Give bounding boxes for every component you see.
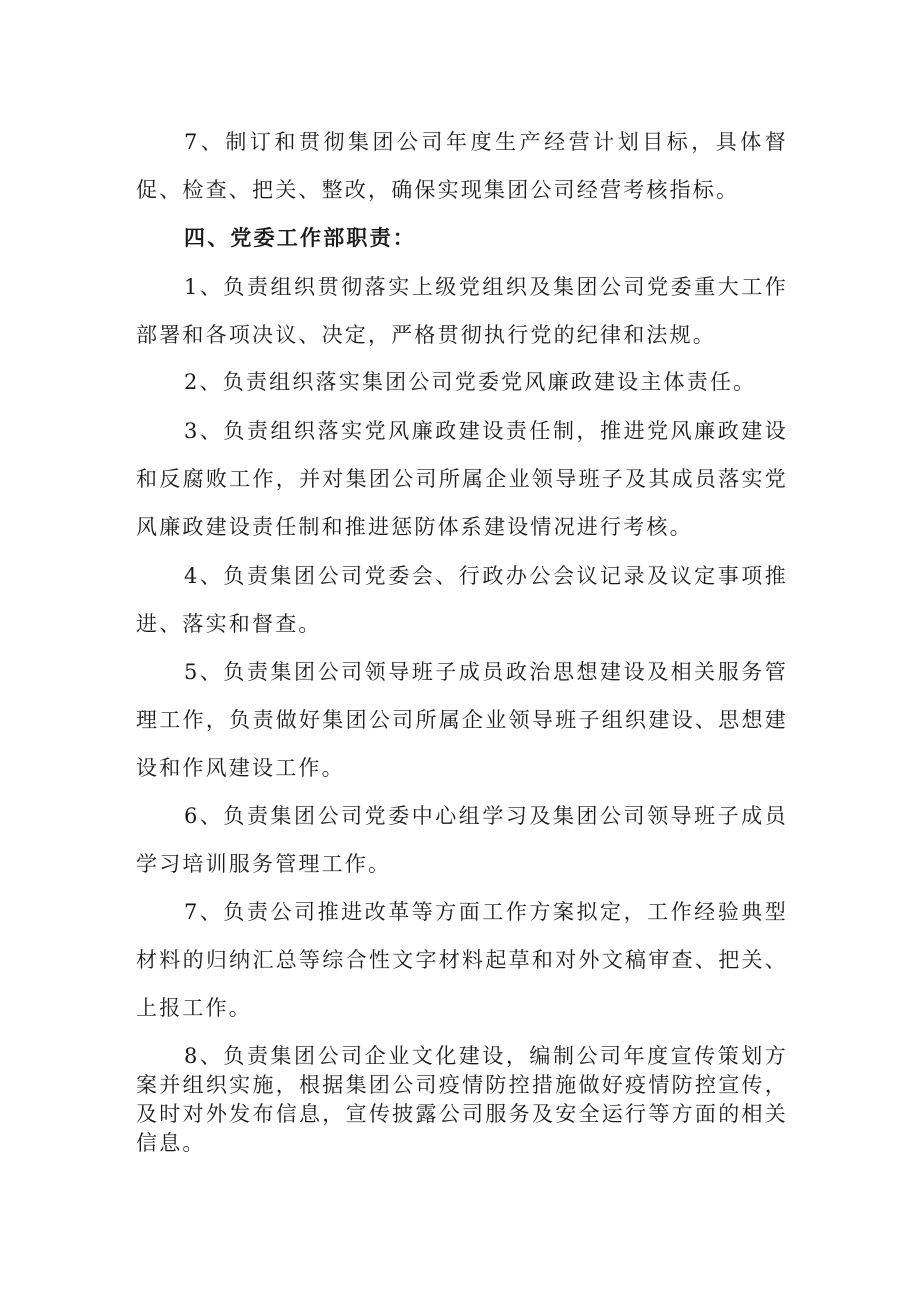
- paragraph-item-6: 6、负责集团公司党委中心组学习及集团公司领导班子成员学习培训服务管理工作。: [136, 804, 788, 876]
- paragraph-item-7: 7、负责公司推进改革等方面工作方案拟定，工作经验典型材料的归纳汇总等综合性文字材料起草和对外文稿审查、把关、上报工作。: [136, 900, 788, 1020]
- paragraph-prev-item-7: 7、制订和贯彻集团公司年度生产经营计划目标，具体督促、检查、把关、整改，确保实现集团公司经营考核指标。: [136, 130, 788, 202]
- paragraph-item-5: 5、负责集团公司领导班子成员政治思想建设及相关服务管理工作，负责做好集团公司所属企业领导班子组织建设、思想建设和作风建设工作。: [136, 660, 788, 780]
- paragraph-item-8: 8、负责集团公司企业文化建设，编制公司年度宣传策划方案并组织实施，根据集团公司疫情防控措施做好疫情防控宣传，及时对外发布信息，宣传披露公司服务及安全运行等方面的相关信息。: [136, 1044, 788, 1155]
- paragraph-item-4: 4、负责集团公司党委会、行政办公会议记录及议定事项推进、落实和督查。: [136, 564, 788, 636]
- paragraph-item-2: 2、负责组织落实集团公司党委党风廉政建设主体责任。: [184, 370, 757, 394]
- paragraph-item-1: 1、负责组织贯彻落实上级党组织及集团公司党委重大工作部署和各项决议、决定，严格贯彻执行党的纪律和法规。: [136, 275, 788, 347]
- section-heading-party-committee-dept: 四、党委工作部职责：: [184, 226, 416, 250]
- paragraph-item-3: 3、负责组织落实党风廉政建设责任制，推进党风廉政建设和反腐败工作，并对集团公司所属企业领导班子及其成员落实党风廉政建设责任制和推进惩防体系建设情况进行考核。: [136, 419, 788, 539]
